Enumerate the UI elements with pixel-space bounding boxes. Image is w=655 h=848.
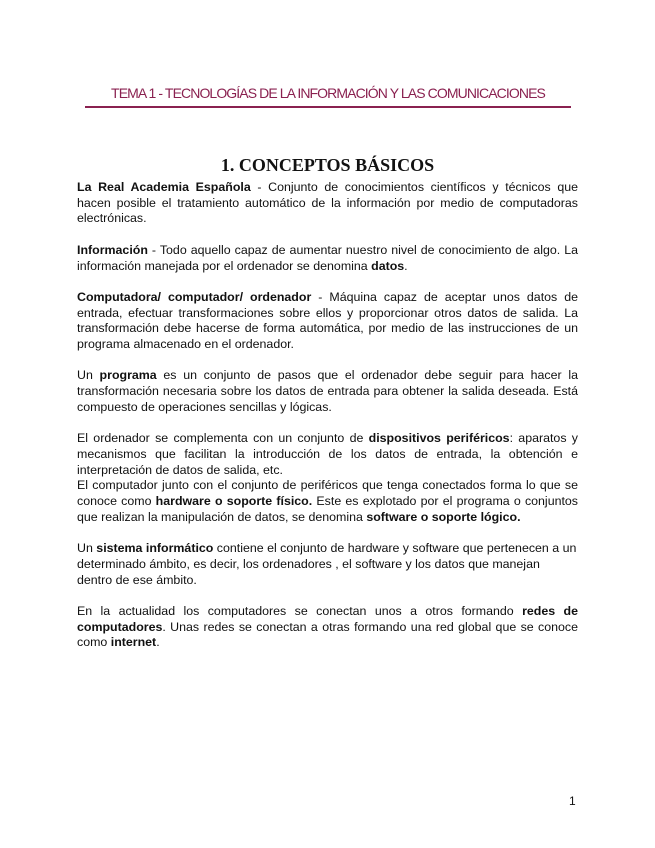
bold-term: internet: [110, 635, 157, 650]
text-run: . Unas redes se conectan a otras formando una red global que se conoce como: [77, 619, 578, 650]
section-heading: 1. CONCEPTOS BÁSICOS: [220, 155, 435, 175]
bold-term: Computadora/ computador/ ordenador: [77, 289, 312, 304]
text-run: - Todo aquello capaz de aumentar nuestro nivel de conocimiento de algo. La información manejada por el ordenador se denomina: [77, 242, 578, 273]
text-run: El computador junto con el conjunto de periféricos que tenga conectados forma lo que se conoce como: [77, 478, 578, 508]
text-run: Un: [77, 541, 97, 556]
bold-term: datos: [371, 258, 405, 273]
paragraph: [77, 431, 578, 478]
text-run: En la actualidad los computadores se conectan unos a otros formando: [77, 603, 523, 618]
text-run: contiene el conjunto de hardware y software que pertenecen a un determinado ámbito, es decir, los ordenadores , el software y los datos que manejan dentro de ese ámbito.: [77, 541, 577, 587]
paragraph: [77, 541, 578, 588]
bold-term: programa: [99, 368, 157, 383]
text-run: es un conjunto de pasos que el ordenador debe seguir para hacer la transformación necesaria sobre los datos de entrada para obtener la salida deseada. Está compuesto de operaciones sencillas y lógicas.: [77, 368, 578, 414]
paragraph: [77, 604, 578, 651]
title-underline: [85, 106, 571, 108]
paragraph: [77, 180, 578, 227]
document-title-text: TEMA 1 - TECNOLOGÍAS DE LA INFORMACIÓN Y LAS COMUNICACIONES: [111, 85, 545, 101]
paragraph: [77, 290, 578, 353]
paragraph: [77, 243, 578, 274]
text-run: .: [156, 635, 160, 650]
text-run: El ordenador se complementa con un conjunto de: [77, 431, 369, 446]
document-title: [85, 84, 571, 103]
bold-term: sistema informático: [96, 541, 214, 556]
bold-term: dispositivos periféricos: [368, 431, 510, 446]
paragraph: [77, 368, 578, 415]
text-run: .: [404, 258, 408, 273]
bold-term: La Real Academia Española: [77, 180, 251, 194]
text-run: - Conjunto de conocimientos científicos y técnicos que hacen posible el tratamiento automático de la información por medio de computadoras electrónicas.: [77, 180, 578, 226]
bold-term: software o soporte lógico.: [366, 509, 521, 524]
text-run: : aparatos y mecanismos que facilitan la introducción de los datos de entrada, la obtención e interpretación de datos de salida, etc.: [77, 431, 579, 477]
text-run: - Máquina capaz de aceptar unos datos de entrada, efectuar transformaciones sobre ellos y proporcionar otros datos de salida. La transformación debe hacerse de forma automática, por medio de las instrucciones de un programa almacenado en el ordenador.: [77, 289, 579, 351]
text-run: Un: [77, 368, 100, 383]
bold-term: Información: [77, 242, 148, 257]
bold-term: hardware o soporte físico.: [155, 494, 313, 508]
page-number: 1: [569, 794, 576, 808]
document-body: [77, 180, 578, 667]
bold-term: redes de computadores: [77, 603, 579, 634]
paragraph: [77, 478, 578, 525]
text-run: Este es explotado por el programa o conjuntos que realizan la manipulación de datos, se denomina: [77, 494, 578, 524]
